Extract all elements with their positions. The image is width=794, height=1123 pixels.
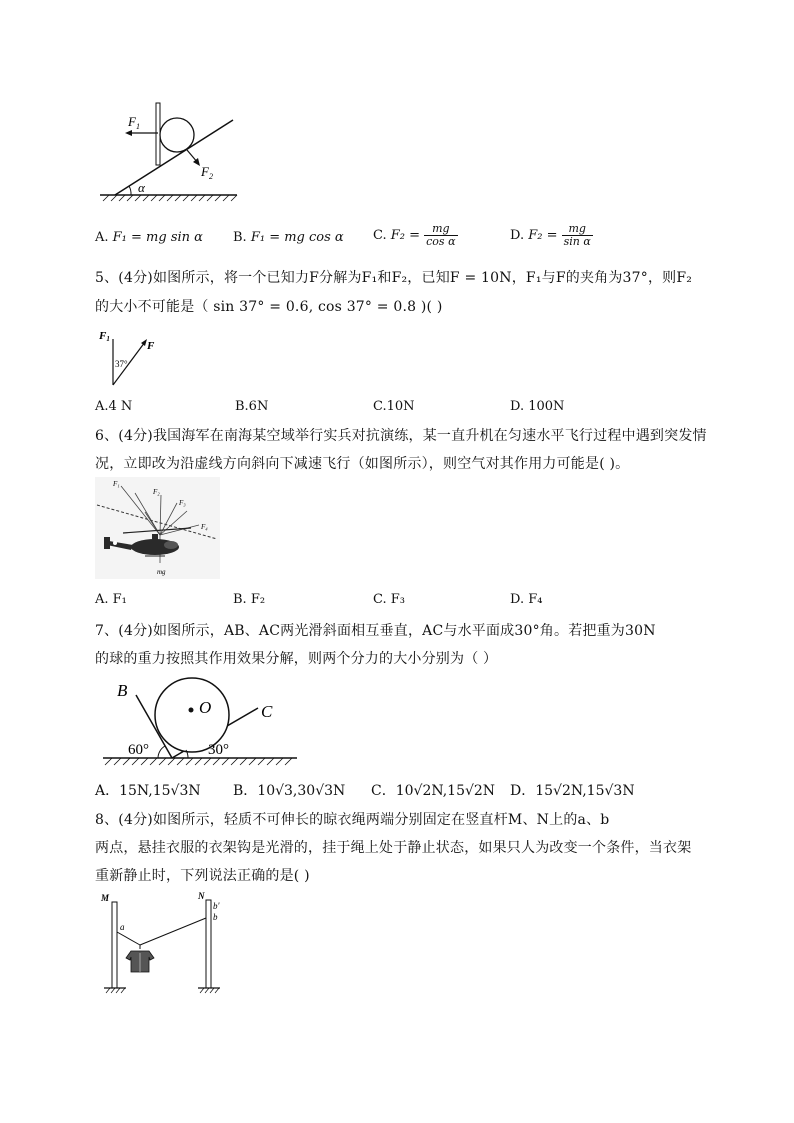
q5-option-b[interactable]: B.6N (235, 399, 269, 414)
ground-hatch (103, 195, 237, 201)
q4-options (95, 222, 735, 249)
q6-stem-line1: 6、(4分)我国海军在南海某空域举行实兵对抗演练，某一直升机在匀速水平飞行过程中遇到突发情 (95, 428, 707, 444)
q5-options (95, 399, 735, 419)
q6-option-a[interactable]: A. F₁ (95, 592, 127, 607)
q5-stem-line1: 5、(4分)如图所示，将一个已知力F分解为F₁和F₂，已知F = 10N，F₁与F的夹角为37°，则F₂ (95, 270, 693, 286)
q4-option-d[interactable]: D. F₂ = $\frac{mg}{\text{sin α}}$ (510, 222, 591, 248)
label-m: M (101, 893, 110, 903)
label-f2: F₂ (153, 488, 160, 496)
q8-figure (98, 890, 228, 998)
q8-stem-line3: 重新静止时，下列说法正确的是( ) (95, 868, 310, 884)
shirt-icon (126, 945, 154, 972)
q4-option-c-fraction: $\frac{mg}{\text{cos α}}$ (426, 222, 456, 248)
pole-n (206, 900, 211, 988)
label-c: C (261, 702, 273, 721)
q6-options (95, 592, 735, 612)
q5-option-d[interactable]: D. 100N (510, 399, 565, 414)
label-60: 60° (128, 742, 149, 758)
label-f2: $F_2$ (201, 164, 213, 181)
q7-options (95, 780, 735, 800)
q7-stem-line2: 的球的重力按照其作用效果分解，则两个分力的大小分别为（ ） (95, 651, 498, 667)
q6-option-d[interactable]: D. F₄ (510, 592, 543, 607)
q5-option-a[interactable]: A.4 N (95, 399, 133, 414)
q8-stem-line2: 两点，悬挂衣服的衣架钩是光滑的，挂于绳上处于静止状态，如果只人为改变一个条件，当衣架 (95, 840, 692, 856)
q5-stem-line2: 的大小不可能是（ sin 37° = 0.6, cos 37° = 0.8 )( ) (95, 299, 443, 315)
ball (155, 678, 229, 752)
label-mg: mg (157, 568, 166, 576)
q4-figure (95, 95, 245, 210)
label-f1: F₁ (113, 480, 120, 488)
q6-option-c[interactable]: C. F₃ (373, 592, 405, 607)
label-f4: F₄ (201, 523, 208, 531)
ball (160, 118, 194, 152)
label-o: O (199, 698, 212, 717)
label-f1: F1 (99, 330, 110, 343)
label-f: F (147, 340, 155, 352)
label-a: a (120, 922, 125, 932)
q6-stem-line2: 况，立即改为沿虚线方向斜向下减速飞行（如图所示），则空气对其作用力可能是( )。 (95, 456, 630, 472)
q7-option-a[interactable]: A．15N,15√3N (95, 783, 201, 799)
label-b: B (117, 681, 128, 700)
rope-left (117, 932, 140, 945)
q7-stem-line1: 7、(4分)如图所示，AB、AC两光滑斜面相互垂直，AC与水平面成30°角。若把重为30N (95, 623, 656, 639)
q4-option-a[interactable]: A. F₁ = mg sin α (95, 230, 203, 245)
q5-figure (95, 325, 165, 390)
base-hatch (106, 988, 219, 993)
center-dot (189, 708, 194, 713)
label-angle: 37° (115, 359, 128, 369)
q4-option-d-fraction: $\frac{mg}{\text{sin α}}$ (563, 222, 591, 248)
rope-right (140, 918, 206, 945)
q6-figure (95, 477, 220, 579)
q5-option-c[interactable]: C.10N (373, 399, 415, 414)
label-30: 30° (208, 742, 229, 758)
label-b-prime: b' (213, 901, 220, 911)
label-b: b (213, 912, 218, 922)
q4-option-b[interactable]: B. F₁ = mg cos α (233, 230, 344, 245)
q6-option-b[interactable]: B. F₂ (233, 592, 266, 607)
q7-option-d[interactable]: D．15√2N,15√3N (510, 783, 635, 799)
label-f3: F₃ (179, 499, 186, 507)
ground-hatch (105, 758, 292, 765)
q4-option-c[interactable]: C. F₂ = $\frac{mg}{\text{cos α}}$ (373, 222, 456, 248)
force-f1-arrowhead (125, 130, 132, 136)
angle-arc-60 (158, 746, 165, 758)
label-f1: $F_1$ (128, 114, 140, 131)
pole-m (112, 902, 117, 988)
label-n: N (198, 891, 205, 901)
q8-stem-line1: 8、(4分)如图所示，轻质不可伸长的晾衣绳两端分别固定在竖直杆M、N上的a、b (95, 812, 610, 828)
q7-option-b[interactable]: B．10√3,30√3N (233, 783, 346, 799)
label-alpha: α (138, 180, 145, 195)
angle-arc (129, 186, 131, 195)
q7-option-c[interactable]: C．10√2N,15√2N (371, 783, 496, 799)
q7-figure (100, 673, 300, 773)
